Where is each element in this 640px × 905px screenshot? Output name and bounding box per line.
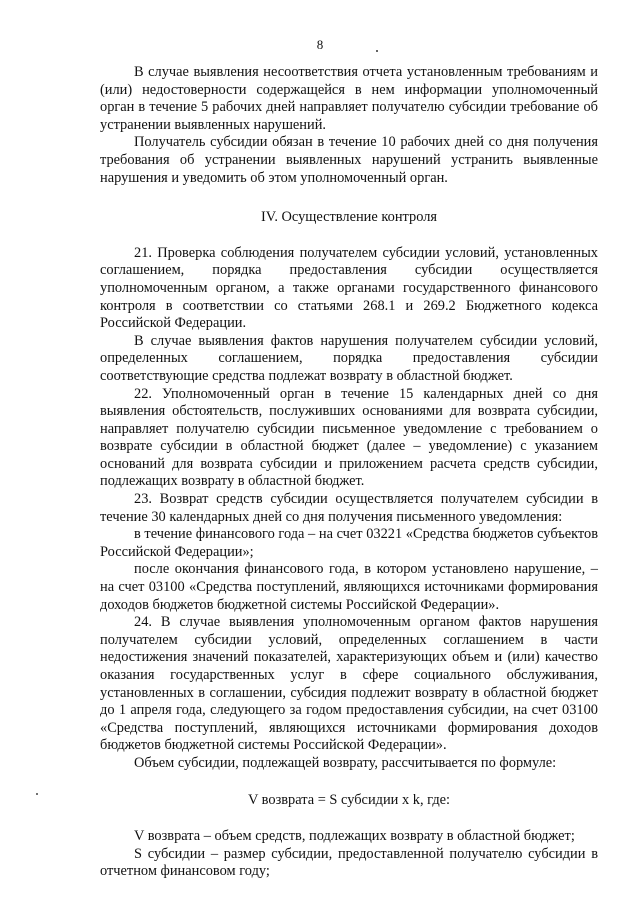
- paragraph-formula-intro: Объем субсидии, подлежащей возврату, рассчитывается по формуле:: [134, 754, 557, 771]
- paragraph-violation-return: В случае выявления фактов нарушения получателем субсидии условий, определенных соглашением, порядка предоставления субсидии соответствующие средства подлежат возврату в областной бюджет.: [100, 332, 598, 384]
- page-number: 8: [316, 37, 324, 52]
- scan-dot-mark: [376, 50, 378, 52]
- formula: V возврата = S субсидии x k, где:: [247, 791, 451, 808]
- paragraph-24: 24. В случае выявления уполномоченным органом фактов нарушения получателем субсидии условий, определенных соглашением в части недостижения значений показателей, характеризующих объем и (или) качество оказания государственных услуг в сфере социального обслуживания, установленных в соглашении, субсидия подлежит возврату в областной бюджет до 1 апреля года, следующего за годом предоставления субсидии, на счет 03100 «Средства поступлений, являющихся источниками формирования доходов бюджетов бюджетной системы Российской Федерации».: [100, 614, 598, 754]
- paragraph-v-definition: V возврата – объем средств, подлежащих возврату в областной бюджет;: [134, 828, 575, 845]
- paragraph-21: 21. Проверка соблюдения получателем субсидии условий, установленных соглашением, порядка предоставления субсидии осуществляется уполномоченным органом, а также органами государственного финансового контроля в соответствии со статьями 268.1 и 269.2 Бюджетного кодекса Российской Федерации.: [100, 244, 598, 332]
- paragraph-23-current-year: в течение финансового года – на счет 03221 «Средства бюджетов субъектов Российской Федерации»;: [100, 526, 598, 560]
- paragraph-recipient-obligation: Получатель субсидии обязан в течение 10 рабочих дней со дня получения требования об устранении выявленных нарушений устранить выявленные нарушения и уведомить об этом уполномоченный орган.: [100, 134, 598, 186]
- scan-margin-mark: [36, 793, 38, 795]
- paragraph-23: 23. Возврат средств субсидии осуществляется получателем субсидии в течение 30 календарных дней со дня получения письменного уведомления:: [100, 491, 598, 525]
- paragraph-report-discrepancy: В случае выявления несоответствия отчета установленным требованиям и (или) недостоверности содержащейся в нем информации уполномоченный орган в течение 5 рабочих дней направляет получателю субсидии требование об устранении выявленных нарушений.: [100, 64, 598, 133]
- paragraph-s-definition: S субсидии – размер субсидии, предоставленной получателю субсидии в отчетном финансовом году;: [100, 845, 598, 880]
- section-heading: IV. Осуществление контроля: [261, 209, 437, 226]
- document-body: [100, 64, 598, 881]
- paragraph-23-after-year: после окончания финансового года, в котором установлено нарушение, – на счет 03100 «Средства поступлений, являющихся источниками формирования доходов бюджетов бюджетной системы Российской Федерации».: [100, 561, 598, 613]
- paragraph-22: 22. Уполномоченный орган в течение 15 календарных дней со дня выявления обстоятельств, послуживших основаниями для возврата субсидии, направляет получателю субсидии письменное уведомление с требованием о возврате субсидии в областной бюджет (далее – уведомление) с указанием оснований для возврата субсидии и приложением расчета средств субсидии, подлежащих возврату в областной бюджет.: [100, 385, 598, 490]
